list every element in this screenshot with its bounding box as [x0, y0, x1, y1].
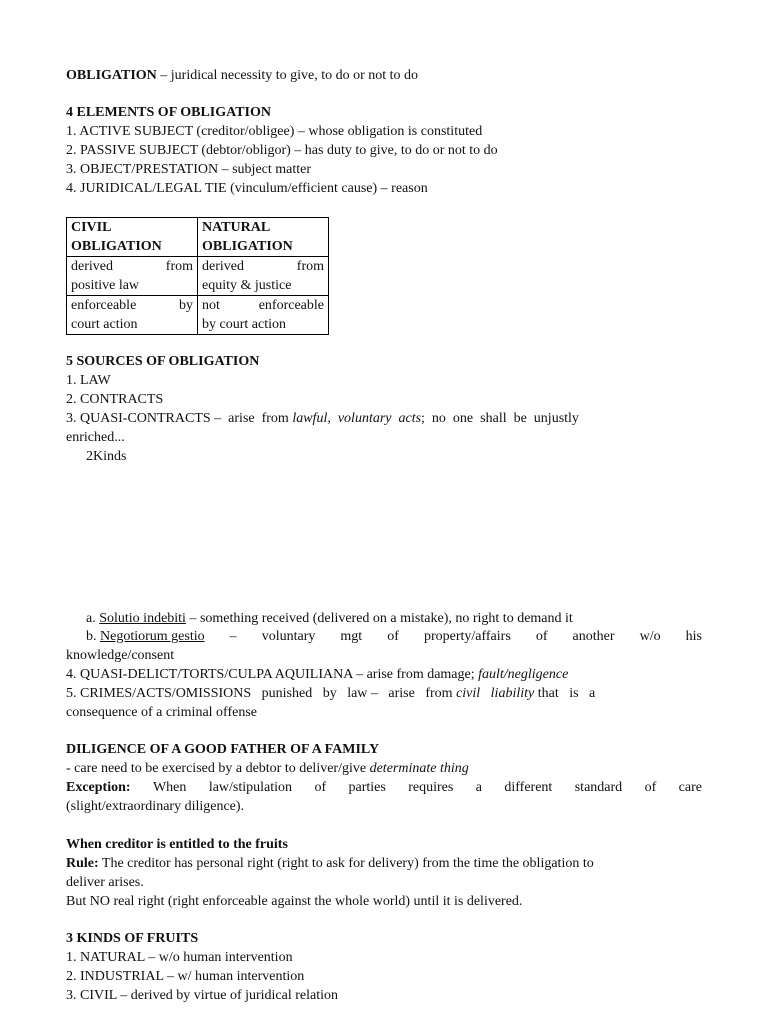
source-item: 1. LAW	[66, 373, 111, 388]
element-item: 4. JURIDICAL/LEGAL TIE (vinculum/efficient cause) – reason	[66, 181, 428, 196]
table-cell	[67, 296, 198, 335]
text-span: The creditor has personal right (right to ask for delivery) from the time the obligation to	[98, 856, 594, 871]
justified-word: another	[572, 629, 615, 644]
text-span: 3. QUASI-CONTRACTS – arise from	[66, 411, 293, 426]
text-span: ; no one shall be unjustly	[421, 411, 579, 426]
source-item: 2. CONTRACTS	[66, 392, 164, 407]
cell-word: not	[202, 298, 220, 313]
justified-word: different	[504, 780, 553, 795]
kinds-label: 2Kinds	[86, 449, 127, 464]
text-span: 4. QUASI-DELICT/TORTS/CULPA AQUILIANA – arise from damage;	[66, 667, 479, 682]
source-item-quasi-contracts	[66, 410, 702, 428]
justified-word: care	[678, 780, 702, 795]
justified-word: a	[475, 780, 482, 795]
fruits-kinds-heading: 3 KINDS OF FRUITS	[66, 931, 199, 946]
obligation-definition	[66, 67, 702, 85]
fruit-kind-item: 3. CIVIL – derived by virtue of juridical relation	[66, 988, 339, 1003]
cell-word: from	[165, 259, 193, 274]
diligence-heading: DILIGENCE OF A GOOD FATHER OF A FAMILY	[66, 742, 380, 757]
cell-word: from	[296, 259, 324, 274]
source-item-cont: enriched...	[66, 430, 125, 445]
rule-label: Rule:	[66, 856, 99, 871]
justified-word: parties	[348, 780, 386, 795]
cell-word: enforceable	[71, 298, 137, 313]
source-item-crimes	[66, 685, 702, 703]
cell-line: by court action	[202, 317, 286, 332]
justified-word: When	[152, 780, 187, 795]
text-span: that is a	[534, 686, 596, 701]
diligence-exception	[66, 779, 702, 797]
but-line: But NO real right (right enforceable against the whole world) until it is delivered.	[66, 894, 523, 909]
justified-word: of	[314, 780, 327, 795]
source-item-quasi-delict	[66, 666, 702, 684]
natural-obligation-header	[198, 218, 329, 257]
cell-line: court action	[71, 317, 138, 332]
italic-span: fault/negligence	[478, 667, 569, 682]
justified-word: voluntary	[261, 629, 316, 644]
header-line: NATURAL	[202, 220, 271, 235]
exception-cont: (slight/extraordinary diligence).	[66, 799, 245, 814]
cell-word: enforceable	[258, 298, 324, 313]
justified-word: –	[229, 629, 237, 644]
italic-span: lawful, voluntary acts	[292, 411, 422, 426]
justified-word: of	[535, 629, 548, 644]
underlined-term: Solutio indebiti	[99, 611, 186, 626]
obligation-comparison-table	[66, 217, 329, 335]
table-cell	[198, 257, 329, 296]
underlined-term: Negotiorum gestio	[100, 629, 205, 644]
fruit-kind-item: 2. INDUSTRIAL – w/ human intervention	[66, 969, 305, 984]
italic-span: determinate thing	[369, 761, 469, 776]
text-span: 5. CRIMES/ACTS/OMISSIONS punished by law – arise from	[66, 686, 457, 701]
text-span: – something received (delivered on a mistake), no right to demand it	[185, 611, 573, 626]
header-line: OBLIGATION	[71, 239, 162, 254]
justified-word: mgt	[340, 629, 363, 644]
element-item: 3. OBJECT/PRESTATION – subject matter	[66, 162, 312, 177]
text-span: - care need to be exercised by a debtor to deliver/give	[66, 761, 370, 776]
table-cell	[198, 296, 329, 335]
justified-word: requires	[408, 780, 454, 795]
text-span	[86, 628, 205, 646]
text-span: a.	[86, 611, 100, 626]
cell-line: equity & justice	[202, 278, 292, 293]
justified-word: of	[387, 629, 399, 644]
elements-heading: 4 ELEMENTS OF OBLIGATION	[66, 105, 271, 120]
table-row	[67, 257, 329, 296]
justified-word: standard	[574, 780, 623, 795]
sources-heading: 5 SOURCES OF OBLIGATION	[66, 354, 260, 369]
fruits-right-heading: When creditor is entitled to the fruits	[66, 837, 288, 852]
rule-cont: deliver arises.	[66, 875, 144, 890]
cell-word: by	[179, 298, 193, 313]
header-line: OBLIGATION	[202, 239, 293, 254]
text-span: b.	[86, 629, 100, 644]
definition-text: – juridical necessity to give, to do or not to do	[156, 68, 419, 83]
sub-item-solutio	[86, 610, 702, 628]
cell-word: derived	[202, 259, 244, 274]
table-cell	[67, 257, 198, 296]
fruit-kind-item: 1. NATURAL – w/o human intervention	[66, 950, 293, 965]
sub-item-cont: knowledge/consent	[66, 648, 175, 663]
exception-label: Exception:	[66, 780, 131, 795]
header-line: CIVIL	[71, 220, 112, 235]
justified-word: of	[644, 780, 657, 795]
table-row	[67, 296, 329, 335]
italic-span: civil liability	[456, 686, 535, 701]
justified-word: property/affairs	[423, 629, 511, 644]
definition-term: OBLIGATION	[66, 68, 157, 83]
justified-word: his	[685, 629, 702, 644]
source-item-cont: consequence of a criminal offense	[66, 705, 257, 720]
sub-item-negotiorum	[86, 628, 702, 646]
justified-word: law/stipulation	[208, 780, 293, 795]
cell-line: positive law	[71, 278, 140, 293]
diligence-line	[66, 760, 702, 778]
cell-word: derived	[71, 259, 113, 274]
element-item: 2. PASSIVE SUBJECT (debtor/obligor) – has duty to give, to do or not to do	[66, 143, 498, 158]
civil-obligation-header	[67, 218, 198, 257]
rule-line	[66, 855, 702, 873]
table-header-row	[67, 218, 329, 257]
justified-word: w/o	[639, 629, 661, 644]
element-item: 1. ACTIVE SUBJECT (creditor/obligee) – whose obligation is constituted	[66, 124, 483, 139]
